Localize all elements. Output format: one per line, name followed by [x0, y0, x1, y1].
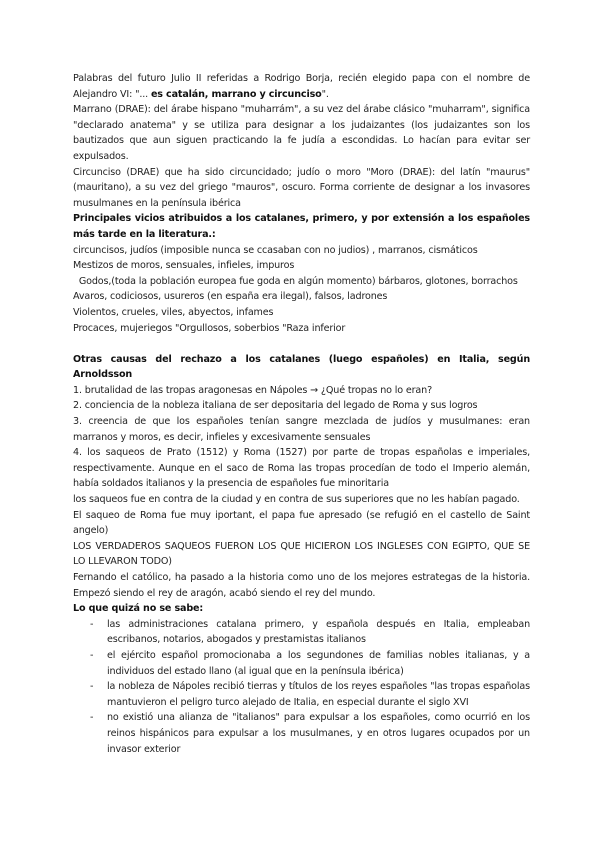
cause-item: 3. creencia de que los españoles tenían sangre mezclada de judíos y musulmanes: eran marranos y moros, es decir, infieles y excesivamente sensuales [73, 416, 530, 443]
vices-line: Godos,(toda la población europea fue goda en algún momento) bárbaros, glotones, borrachos [73, 275, 518, 287]
section-spacer [73, 336, 530, 352]
intro-text: Palabras del futuro Julio II referidas a Rodrigo Borja, recién elegido papa con el nombre de Alejandro VI: "... [73, 73, 530, 100]
cause-item: 4. los saqueos de Prato (1512) y Roma (1527) por parte de tropas españolas e imperiales, respectivamente. Aunque en el saco de Roma las tropas procedían de todo el Imperio alemán, había soldados italianos y la presencia de españoles fue minoritaria [73, 447, 530, 490]
list-item: - las administraciones catalana primero, y española después en Italia, empleaban escribanos, notarios, abogados y prestamistas italianos [73, 617, 530, 648]
vices-line: Avaros, codiciosos, usureros (en españa era ilegal), falsos, ladrones [73, 291, 388, 303]
vices-line: Mestizos de moros, sensuales, infieles, impuros [73, 260, 295, 272]
vices-line: Violentos, crueles, viles, abyectos, infames [73, 306, 274, 318]
unknown-list [73, 617, 530, 757]
intro-paragraph [73, 71, 530, 102]
intro-quote-bold: es catalán, marrano y circunciso [150, 88, 322, 100]
vices-heading: Principales vicios atribuidos a los catalanes, primero, y por extensión a los españoles más tarde en la literatura.: [73, 213, 530, 240]
list-item: - la nobleza de Nápoles recibió tierras y títulos de los reyes españoles "las tropas españolas mantuvieron el peligro turco alejado de Italia, en especial durante el siglo XVI [73, 679, 530, 710]
circunciso-definition: Circunciso (DRAE) que ha sido circuncidado; judío o moro "Moro (DRAE): del latín "maurus" (mauritano), a su vez del griego "mauros", oscuro. Forma corriente de designar a los invasores musulmanes en la península ibérica [73, 166, 530, 209]
vices-line: Procaces, mujeriegos "Orgullosos, soberbios "Raza inferior [73, 322, 346, 334]
cause-item: los saqueos fue en contra de la ciudad y en contra de sus superiores que no les habían pagado. [73, 494, 520, 506]
vices-line: circuncisos, judíos (imposible nunca se ccasaban con no judios) , marranos, cismáticos [73, 244, 478, 256]
cause-item: 2. conciencia de la nobleza italiana de ser depositaria del legado de Roma y sus logros [73, 400, 478, 412]
causes-heading: Otras causas del rechazo a los catalanes (luego españoles) en Italia, según Arnoldsson [73, 353, 530, 381]
cause-item: LOS VERDADEROS SAQUEOS FUERON LOS QUE HICIERON LOS INGLESES CON EGIPTO, QUE SE LO LLEVARON TODO) [73, 540, 530, 568]
list-item: - no existió una alianza de "italianos" para expulsar a los españoles, como ocurrió en los reinos hispánicos para expulsar a los musulmanes, y en otros lugares ocupados por un invasor exterior [73, 710, 530, 757]
cause-item: 1. brutalidad de las tropas aragonesas en Nápoles → ¿Qué tropas no lo eran? [73, 384, 433, 396]
cause-item: Fernando el católico, ha pasado a la historia como uno de los mejores estrategas de la historia. Empezó siendo el rey de aragón, acabó siendo el rey del mundo. [73, 572, 530, 599]
intro-quote-end: ". [321, 88, 329, 100]
cause-item: El saqueo de Roma fue muy iportant, el papa fue apresado (se refugió en el castello de Saint angelo) [73, 509, 530, 537]
marrano-definition: Marrano (DRAE): del árabe hispano "muharrám", a su vez del árabe clásico "muharram", significa "declarado anatema" y se utiliza para designar a los judaizantes (los judaizantes son los bautizados que aun siguen practicando la fe judía a escondidas. Lo hacían para evitar ser expulsados. [73, 104, 530, 162]
list-item: - el ejército español promocionaba a los segundones de familias nobles italianas, y a individuos del estado llano (al igual que en la península ibérica) [73, 648, 530, 679]
unknown-heading: Lo que quizá no se sabe: [73, 603, 204, 615]
